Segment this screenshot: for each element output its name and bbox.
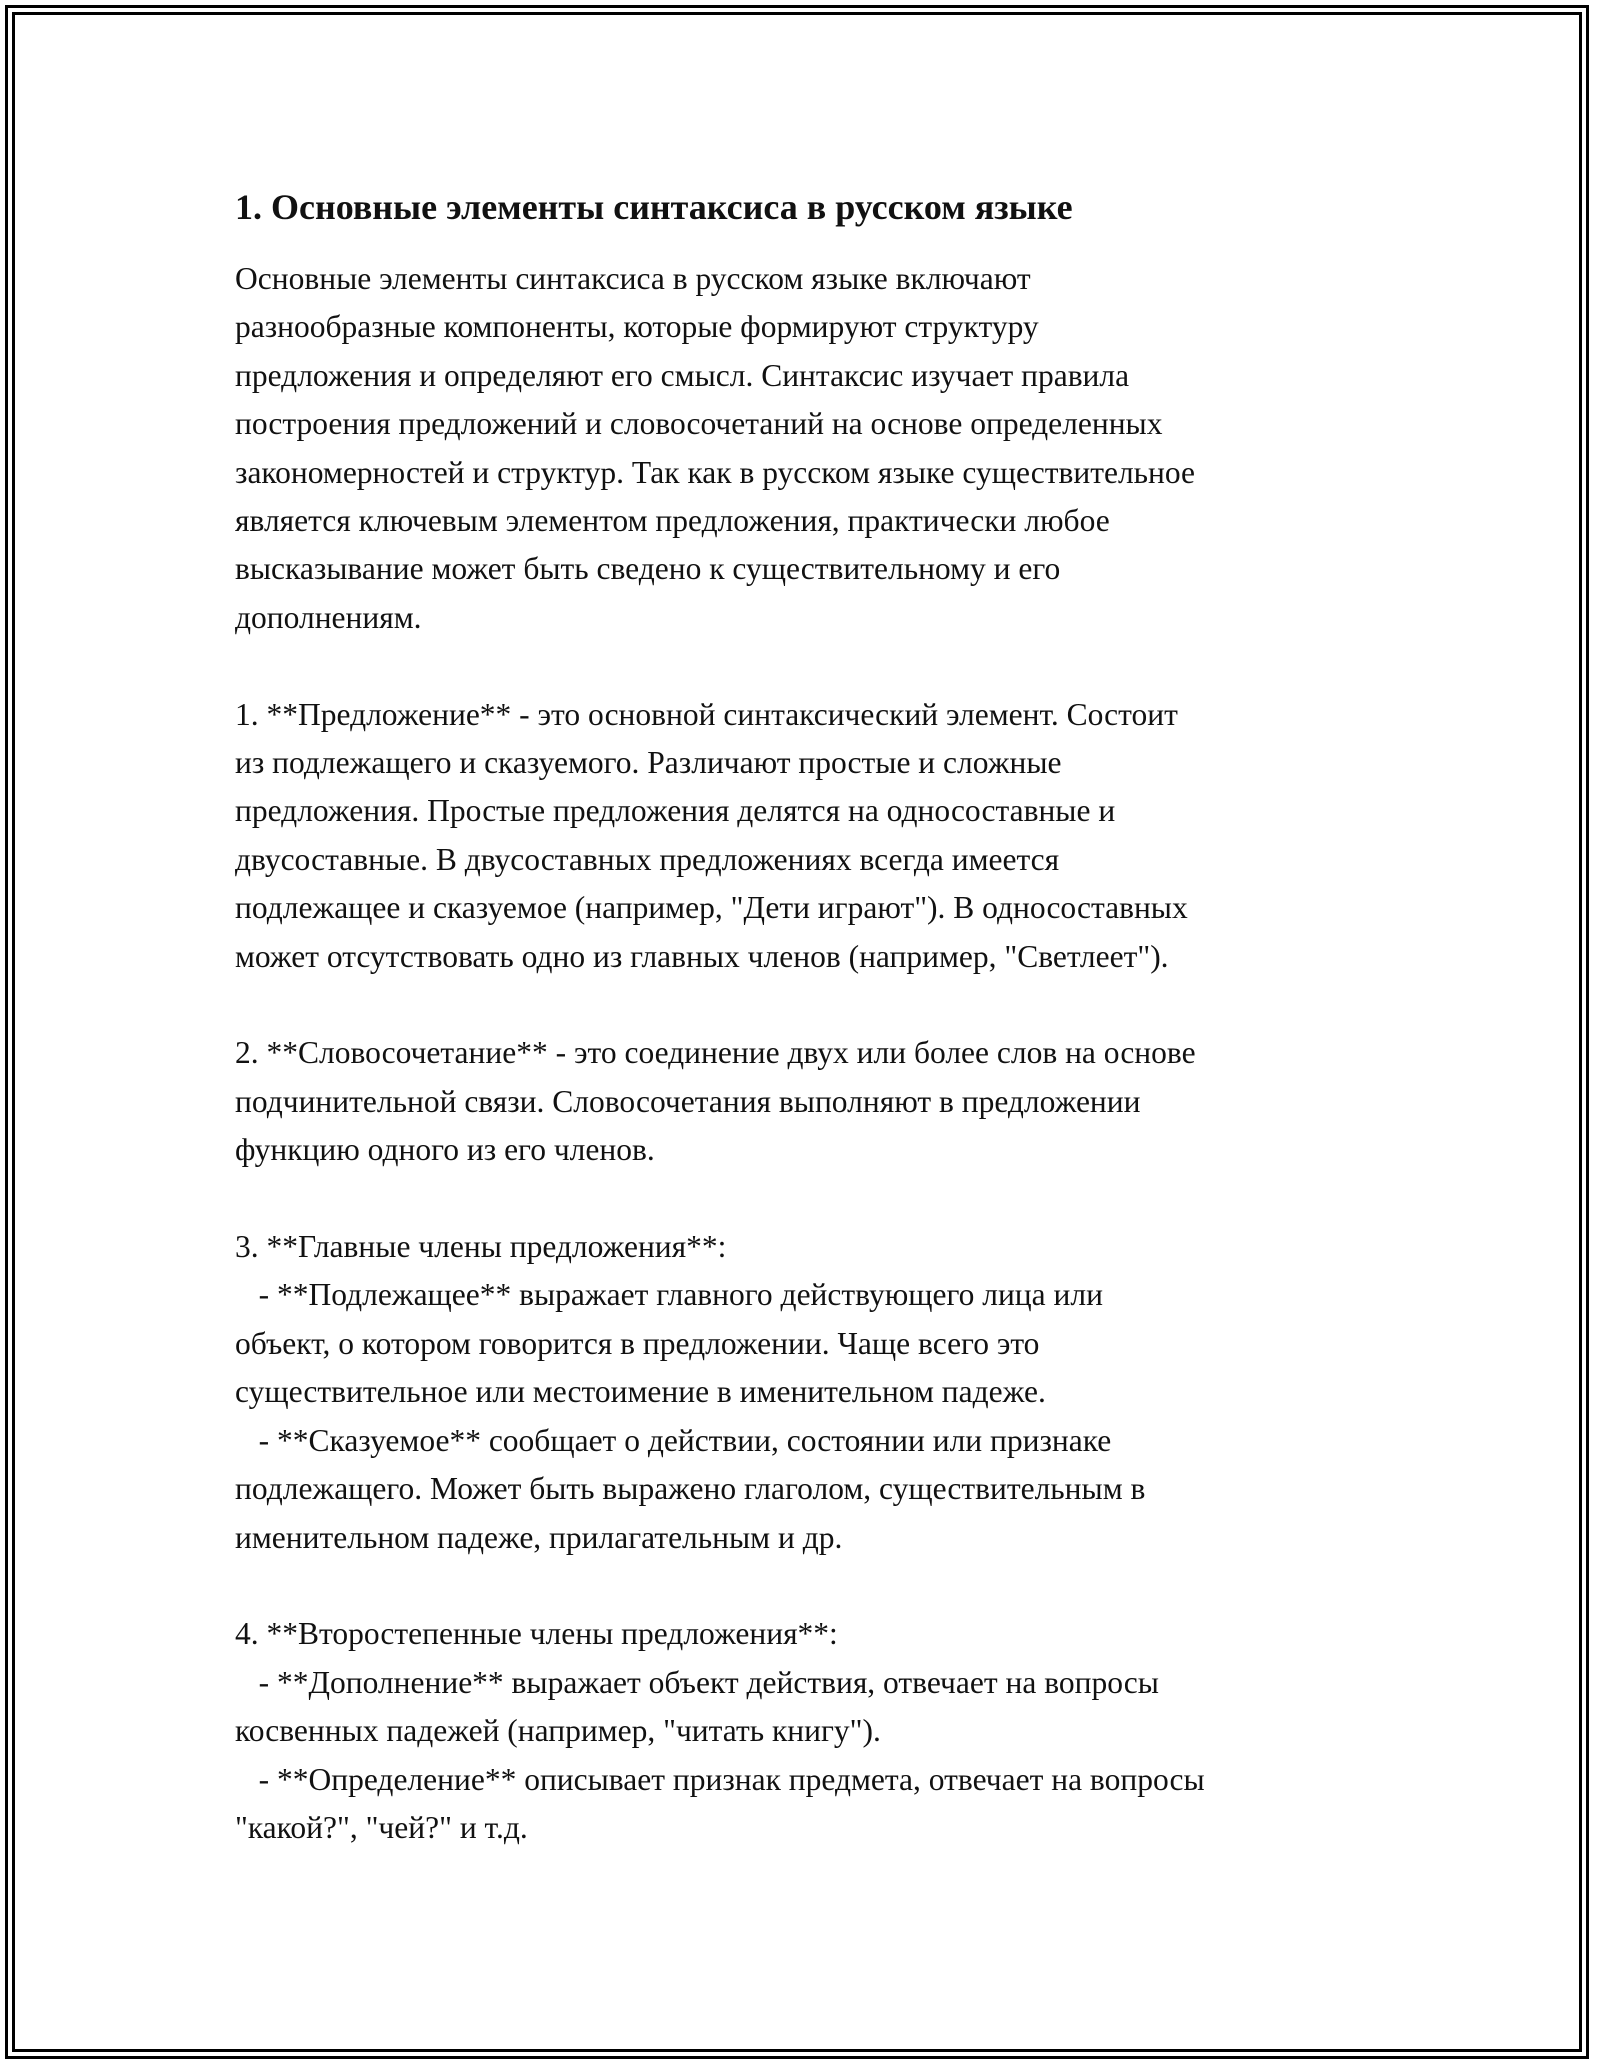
text-line: подлежащее и сказуемое (например, "Дети играют"). В односоставных <box>235 890 1188 926</box>
text-line: подчинительной связи. Словосочетания выполняют в предложении <box>235 1083 1141 1119</box>
text-line: 1. **Предложение** - это основной синтаксический элемент. Состоит <box>235 696 1178 732</box>
paragraph-gap <box>235 981 1375 1029</box>
text-line: может отсутствовать одно из главных членов (например, "Светлеет"). <box>235 938 1169 974</box>
text-line: - **Подлежащее** выражает главного действующего лица или <box>235 1277 1103 1313</box>
text-line: построения предложений и словосочетаний на основе определенных <box>235 406 1163 442</box>
text-line: двусоставные. В двусоставных предложениях всегда имеется <box>235 841 1060 877</box>
text-line: - **Сказуемое** сообщает о действии, состоянии или признаке <box>235 1422 1112 1458</box>
text-line: именительном падеже, прилагательным и др. <box>235 1519 843 1555</box>
paragraph-gap <box>235 642 1375 690</box>
text-line: подлежащего. Может быть выражено глаголом, существительным в <box>235 1471 1146 1507</box>
list-item-secondary-members <box>235 1610 1375 1852</box>
text-line: предложения и определяют его смысл. Синтаксис изучает правила <box>235 357 1130 393</box>
text-line: предложения. Простые предложения делятся на односоставные и <box>235 793 1116 829</box>
intro-paragraph <box>235 255 1375 642</box>
text-line: высказывание может быть сведено к существительному и его <box>235 551 1061 587</box>
list-item-phrase <box>235 1029 1375 1174</box>
text-line: косвенных падежей (например, "читать книгу"). <box>235 1713 881 1749</box>
text-line: дополнениям. <box>235 599 422 635</box>
text-line: 3. **Главные члены предложения**: <box>235 1229 727 1265</box>
text-line: из подлежащего и сказуемого. Различают простые и сложные <box>235 745 1062 781</box>
text-line: функцию одного из его членов. <box>235 1132 655 1168</box>
paragraph-gap <box>235 1175 1375 1223</box>
list-item-sentence <box>235 691 1375 981</box>
text-line: - **Дополнение** выражает объект действия, отвечает на вопросы <box>235 1664 1159 1700</box>
document-title: 1. Основные элементы синтаксиса в русском языке <box>235 187 1073 227</box>
text-line: Основные элементы синтаксиса в русском языке включают <box>235 261 1031 296</box>
text-line: существительное или местоимение в именительном падеже. <box>235 1374 1046 1410</box>
text-line: "какой?", "чей?" и т.д. <box>235 1809 528 1845</box>
text-line: разнообразные компоненты, которые формируют структуру <box>235 309 1039 345</box>
paragraph-gap <box>235 1562 1375 1610</box>
text-line: 2. **Словосочетание** - это соединение двух или более слов на основе <box>235 1035 1196 1071</box>
list-item-main-members <box>235 1223 1375 1562</box>
text-line: 4. **Второстепенные члены предложения**: <box>235 1616 838 1652</box>
text-line: закономерностей и структур. Так как в русском языке существительное <box>235 454 1195 490</box>
text-line: является ключевым элементом предложения, практически любое <box>235 503 1110 539</box>
text-line: объект, о котором говорится в предложении. Чаще всего это <box>235 1325 1040 1361</box>
text-line: - **Определение** описывает признак предмета, отвечает на вопросы <box>235 1761 1205 1797</box>
document-body <box>235 185 1375 1852</box>
